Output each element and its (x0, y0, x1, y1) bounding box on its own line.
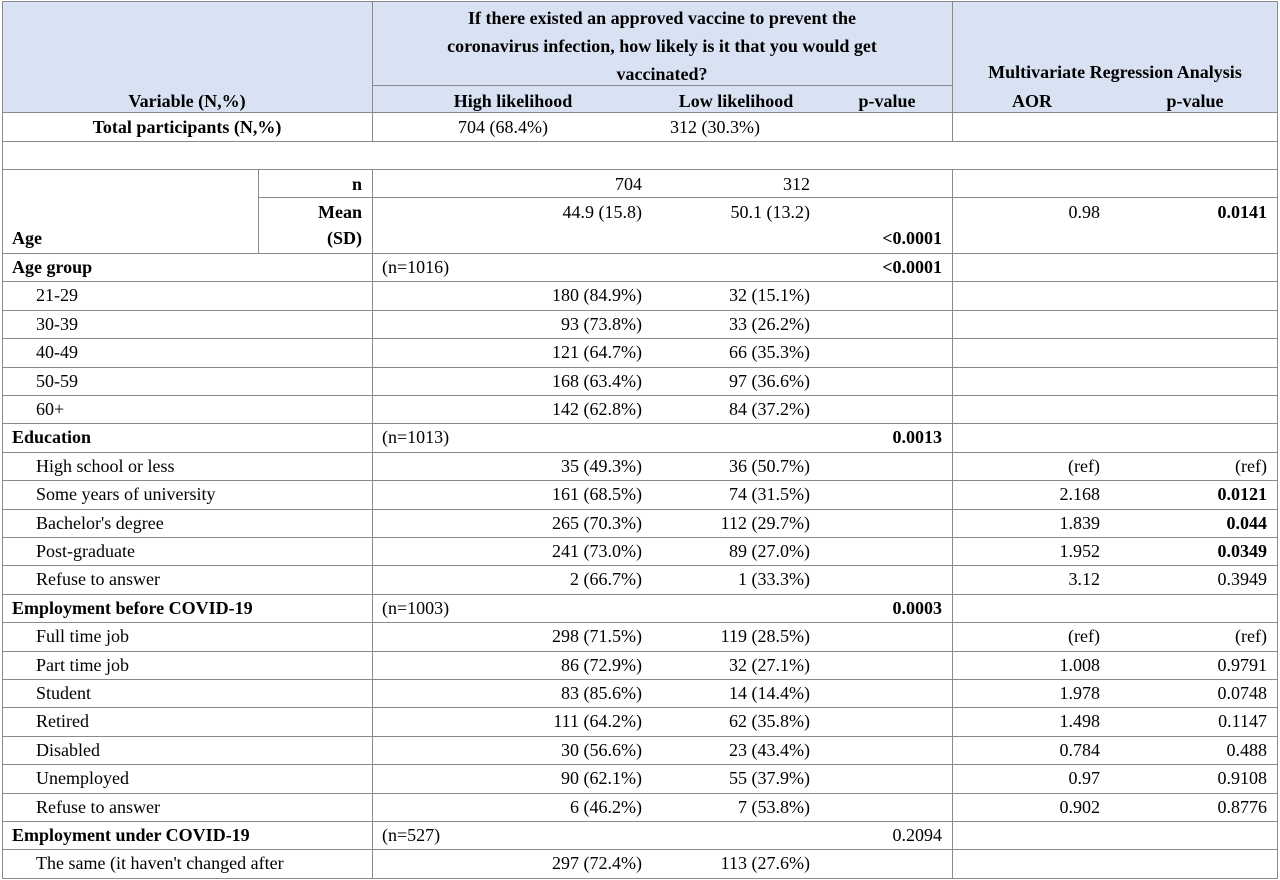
age-aor: 0.98 (1068, 202, 1100, 222)
row-low: 97 (36.6%) (729, 370, 810, 391)
grid-line (2, 253, 1278, 254)
grid-line (952, 169, 953, 878)
age-pvalue2: 0.0141 (1217, 202, 1267, 222)
age-mean-label: Mean (318, 202, 362, 222)
row-pvalue2: (ref) (1235, 455, 1267, 476)
row-high: 121 (64.7%) (552, 342, 642, 363)
section-n: (n=1013) (382, 427, 450, 448)
row-pvalue2: 0.9791 (1217, 654, 1267, 675)
row-low: 7 (53.8%) (738, 796, 810, 817)
grid-line (258, 169, 259, 253)
row-low: 1 (33.3%) (738, 569, 810, 590)
row-high: 161 (68.5%) (552, 484, 642, 505)
blank-row (3, 142, 1277, 169)
row-pvalue2: 0.0349 (1217, 541, 1267, 561)
row-label: Disabled (36, 739, 100, 760)
age-n-low: 312 (783, 174, 810, 194)
row-label: 40-49 (36, 342, 78, 363)
age-mean-low: 50.1 (13.2) (730, 202, 810, 222)
row-low: 23 (43.4%) (729, 739, 810, 760)
total-label: Total participants (N,%) (92, 117, 282, 137)
grid-line (2, 169, 1278, 170)
section-n: (n=527) (382, 825, 441, 845)
row-high: 298 (71.5%) (552, 626, 642, 647)
row-high: 297 (72.4%) (552, 853, 642, 874)
row-high: 90 (62.1%) (561, 768, 642, 789)
row-label: 30-39 (36, 313, 78, 334)
row-pvalue2: 0.9108 (1217, 768, 1267, 789)
row-low: 119 (28.5%) (720, 626, 810, 647)
row-aor: 1.498 (1059, 711, 1100, 732)
row-label: Student (36, 683, 92, 703)
row-label: 21-29 (36, 285, 78, 306)
row-high: 111 (64.2%) (553, 711, 642, 732)
row-aor: 3.12 (1068, 569, 1100, 590)
row-label: Retired (36, 711, 89, 732)
survey-question-line: coronavirus infection, how likely is it that you would get (447, 36, 877, 56)
age-pvalue: <0.0001 (882, 228, 942, 248)
row-label: 60+ (36, 399, 65, 419)
section-pvalue: 0.2094 (892, 825, 942, 845)
grid-line (2, 594, 1278, 595)
results-table (2, 1, 1278, 879)
row-pvalue2: 0.0748 (1217, 683, 1267, 703)
age-mean-high: 44.9 (15.8) (562, 202, 642, 222)
row-label: Refuse to answer (36, 796, 160, 817)
row-low: 89 (27.0%) (729, 541, 810, 561)
row-low: 32 (27.1%) (729, 654, 810, 675)
row-low: 113 (27.6%) (720, 853, 810, 874)
row-low: 112 (29.7%) (720, 512, 810, 533)
row-label: Refuse to answer (36, 569, 160, 590)
row-aor: 0.784 (1059, 739, 1100, 760)
row-pvalue2: 0.1147 (1218, 711, 1267, 732)
row-aor: 1.839 (1059, 512, 1100, 533)
row-label: The same (it haven't changed after (36, 853, 284, 874)
section-label: Age group (12, 257, 93, 277)
row-label: Full time job (36, 626, 130, 647)
aor-header: AOR (1012, 91, 1052, 111)
row-aor: 1.952 (1059, 541, 1100, 561)
row-label: Unemployed (36, 768, 129, 789)
row-label: 50-59 (36, 370, 78, 391)
grid-line (2, 651, 1278, 652)
row-high: 83 (85.6%) (561, 683, 642, 703)
row-pvalue2: 0.3949 (1217, 569, 1267, 590)
grid-line (2, 509, 1278, 510)
grid-line (2, 1, 3, 878)
row-high: 35 (49.3%) (561, 455, 642, 476)
grid-line (2, 112, 1278, 113)
grid-line (2, 281, 1278, 282)
row-label: Bachelor's degree (36, 512, 164, 533)
row-label: High school or less (36, 455, 175, 476)
grid-line (258, 197, 1278, 198)
total-low: 312 (30.3%) (670, 117, 760, 137)
row-high: 180 (84.9%) (552, 285, 642, 306)
row-low: 84 (37.2%) (729, 399, 810, 419)
grid-line (2, 395, 1278, 396)
grid-line (1277, 1, 1278, 878)
grid-line (2, 1, 1278, 2)
row-pvalue2: 0.044 (1226, 512, 1267, 533)
row-pvalue2: 0.8776 (1217, 796, 1267, 817)
regression-title: Multivariate Regression Analysis (988, 62, 1242, 82)
survey-question-line: vaccinated? (616, 64, 708, 84)
row-high: 142 (62.8%) (552, 399, 642, 419)
row-high: 265 (70.3%) (552, 512, 642, 533)
row-aor: 1.978 (1059, 683, 1100, 703)
section-label: Education (12, 427, 92, 448)
row-low: 33 (26.2%) (729, 313, 810, 334)
row-high: 168 (63.4%) (552, 370, 642, 391)
section-pvalue: <0.0001 (882, 257, 942, 277)
grid-line (2, 793, 1278, 794)
age-label: Age (12, 228, 42, 248)
row-high: 2 (66.7%) (570, 569, 642, 590)
row-high: 241 (73.0%) (552, 541, 642, 561)
low-likelihood-header: Low likelihood (678, 91, 794, 111)
row-high: 6 (46.2%) (570, 796, 642, 817)
grid-line (2, 338, 1278, 339)
section-label: Employment before COVID-19 (12, 597, 253, 618)
row-aor: 1.008 (1059, 654, 1100, 675)
grid-line (2, 679, 1278, 680)
row-low: 62 (35.8%) (729, 711, 810, 732)
grid-line (2, 849, 1278, 850)
row-pvalue2: (ref) (1235, 626, 1267, 647)
grid-line (372, 169, 373, 878)
age-n-label: n (351, 174, 362, 194)
survey-question-line: If there existed an approved vaccine to prevent the (468, 8, 856, 28)
row-aor: (ref) (1068, 455, 1100, 476)
grid-line (2, 565, 1278, 566)
age-n-high: 704 (615, 174, 642, 194)
variable-header: Variable (N,%) (128, 91, 246, 111)
section-label: Employment under COVID-19 (12, 825, 250, 845)
grid-line (2, 452, 1278, 453)
row-label: Some years of university (36, 484, 216, 505)
grid-line (2, 480, 1278, 481)
row-aor: 2.168 (1059, 484, 1100, 505)
row-high: 93 (73.8%) (561, 313, 642, 334)
row-low: 74 (31.5%) (729, 484, 810, 505)
grid-line (2, 878, 1278, 879)
age-sd-label: (SD) (327, 228, 362, 248)
grid-line (2, 821, 1278, 822)
grid-line (372, 85, 952, 86)
grid-line (2, 707, 1278, 708)
row-low: 14 (14.4%) (729, 683, 810, 703)
row-pvalue2: 0.488 (1226, 739, 1267, 760)
row-high: 30 (56.6%) (561, 739, 642, 760)
row-aor: (ref) (1068, 626, 1100, 647)
row-aor: 0.97 (1068, 768, 1100, 789)
grid-line (2, 310, 1278, 311)
row-pvalue2: 0.0121 (1217, 484, 1267, 505)
row-label: Post-graduate (36, 541, 135, 561)
section-n: (n=1016) (382, 257, 450, 277)
row-label: Part time job (36, 654, 129, 675)
row-low: 36 (50.7%) (729, 455, 810, 476)
section-pvalue: 0.0013 (892, 427, 942, 448)
grid-line (2, 622, 1278, 623)
section-n: (n=1003) (382, 597, 450, 618)
section-pvalue: 0.0003 (892, 597, 942, 618)
grid-line (2, 367, 1278, 368)
row-low: 55 (37.9%) (729, 768, 810, 789)
row-aor: 0.902 (1059, 796, 1100, 817)
row-low: 32 (15.1%) (729, 285, 810, 306)
grid-line (2, 736, 1278, 737)
grid-line (2, 764, 1278, 765)
grid-line (2, 423, 1278, 424)
row-high: 86 (72.9%) (561, 654, 642, 675)
pvalue-header: p-value (858, 91, 916, 111)
grid-line (2, 537, 1278, 538)
row-low: 66 (35.3%) (729, 342, 810, 363)
high-likelihood-header: High likelihood (453, 91, 573, 111)
total-high: 704 (68.4%) (458, 117, 548, 137)
pvalue2-header: p-value (1166, 91, 1224, 111)
